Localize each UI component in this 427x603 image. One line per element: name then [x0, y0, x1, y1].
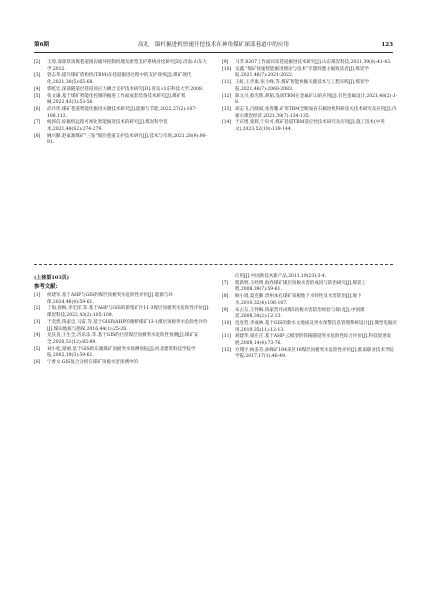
reference-number: [5] — [34, 346, 41, 352]
reference-entry — [34, 347, 210, 360]
reference-number: [3] — [34, 319, 41, 325]
reference-text: 程新明,王经明.海孜煤矿煤层顶板水害的成因与防治研究[J].煤炭工程,2008,39(7):59-61. — [235, 280, 367, 293]
reference-number: [6] — [34, 360, 41, 366]
reference-entry — [34, 320, 210, 333]
reference-text: 武丹伟.煤矿巷道智能化掘进关键技术研究[J].能源与节能,2022,27(2):107-108,112. — [47, 106, 197, 119]
reference-text: 吴鑫."煤矿快速智能掘进理论与技术"专题特邀主编致读者[J].煤炭学报,2021,46(7):2021-2022. — [235, 66, 369, 79]
reference-entry — [222, 321, 398, 334]
reference-entry — [222, 334, 398, 347]
reference-number: [2] — [34, 306, 41, 312]
bottom-left-list — [34, 293, 210, 367]
reference-number: [5] — [34, 93, 41, 99]
continued-label: (上接第103页) — [34, 275, 70, 281]
reference-text: 陈文兴,蔡光辉,胡韬.浅谈TBM在金属矿山的应用[J].有色金属设计,2021,48(2):1-8. — [235, 93, 398, 106]
reference-entry — [34, 107, 210, 120]
reference-entry — [222, 348, 398, 361]
reference-entry — [222, 60, 398, 67]
references-top-left — [34, 60, 210, 147]
reference-number: [12] — [222, 347, 232, 353]
reference-text: 刘小松,梁丽.基于GIS的东滩煤矿顶板突水预测预报[J].河北建筑科技学院学报,2002,19(3):59-61. — [47, 346, 196, 359]
page-header — [34, 40, 393, 50]
reference-text: 杨郭信.综掘机远程可视化智能掘进技术的研究[J].煤炭科学技术,2021,49(S2):274-279. — [47, 120, 168, 133]
reference-text: 龙良良,王生全,肖乐乐,等.基于GIS的巨厚煤层顶板突水危险性预测[J].煤矿安全,2020,51(12):85-89. — [47, 333, 199, 345]
reference-number: [9] — [222, 60, 229, 65]
reference-number: [10] — [222, 320, 232, 326]
reference-text: 侯建军.基于AHP与GIS的煤层顶板突水危险性评价[J].能源与环保,2024,46(4):59-61. — [47, 293, 173, 305]
reference-text: 姚兴勤.赵家寨煤矿"三钻"煤层巷道支护技术研究[J].技术与市场,2021,28(9):90-91. — [47, 133, 207, 146]
running-title: 高礼 锚杆掘进机快速开挖技术在神角煤矿深部巷道中的应用 — [137, 42, 290, 48]
reference-number: [11] — [222, 80, 232, 86]
reference-entry — [222, 67, 398, 80]
references-heading: 参考文献: — [34, 284, 58, 290]
reference-entry — [222, 94, 398, 107]
page-number: 123 — [381, 42, 393, 48]
reference-entry — [34, 333, 210, 346]
reference-entry — [34, 306, 210, 319]
reference-number: [14] — [222, 120, 232, 126]
reference-text: 丁海,曾枫,李宏洋,等.基于AHP与GIS的新集矿区11-3煤层顶板突水危险性评价[J].煤炭科技,2022,43(2):105-109. — [47, 306, 210, 319]
reference-text: 王琦.深部厚顶煤巷道围岩破坏控制机理及新型支护系统对比研究[D].济南:山东大学,2012. — [47, 60, 207, 72]
reference-text: 曾志华.提升煤矿盾构机(TBM)在巷道掘进过程中的支护效率[J].煤矿现代化,2021,30(5):65-68. — [47, 73, 192, 86]
issue-number: 第6期 — [34, 42, 50, 48]
reference-number: [8] — [34, 133, 41, 139]
references-top-right — [222, 60, 398, 134]
reference-text: 应用[J].中国新技术新产品,2011,19(23):3-4. — [235, 274, 327, 279]
reference-text: 郭屹宏.深部隧道层巷道顶应力耦合支护技术研究[D].青岛:山东科技大学,2008. — [47, 86, 204, 92]
reference-text: 于奕然,钱家忠,马雷,等.基于GIS和AHP的谢桥煤矿13-1煤层顶板突水危险性评价[J].煤田地质与勘探,2016,44(1):25-28. — [47, 319, 208, 332]
reference-text: 张文谦.基于煤矿智能化控制的掘进工作面成套装备技术研究[J].煤矿机械,2022,43(3):53-56. — [47, 93, 186, 106]
reference-entry — [34, 293, 210, 306]
header-rule — [34, 52, 393, 53]
reference-text: 方翔宇,杨多芬,孙峰矿104采区10煤层顶板突水危险性评价[J].淮南职业技术学院学报,2017,17(1):46-49. — [235, 347, 394, 360]
reference-text: 包连营,李成林.基于GIS的新水文地质及突水预警信息管理系统设计[J].微型电脑应用,2019,35(11):12-13. — [235, 320, 398, 333]
reference-number: [4] — [34, 333, 41, 339]
reference-entry — [222, 120, 398, 133]
reference-text: 王虹,王步康,张小峰,等.煤矿智能快掘关键技术与工程实践[J].煤炭学报,2021,46(7):2068-2083. — [235, 80, 369, 92]
reference-text: 胡志飞,吕晓斌,张胥鹏.矿用TBM全断面岩石掘进机科研攻关技术研究及应用[J].内蒙古煤炭经济,2021,39(7):134-135. — [235, 106, 397, 119]
reference-entry — [222, 294, 398, 307]
reference-entry — [34, 134, 210, 147]
references-bottom-left — [34, 274, 210, 367]
references-bottom-right — [222, 274, 398, 361]
reference-number: [9] — [222, 307, 229, 313]
section-divider — [34, 264, 393, 265]
reference-entry — [34, 73, 210, 86]
reference-text: 马芳.8207工作面回采巷道掘进技术研究[J].山东煤炭科技,2021,39(8):41-43. — [235, 60, 392, 65]
reference-entry — [34, 360, 210, 367]
reference-text: 宁香文.GIS复合分析在煤矿顶板水害预测中的 — [47, 360, 138, 366]
reference-text: 胡建华,梁庄庄.基于AHP-云模型的铁路隧道突水危险性综合评价[J].科技促进发展,2008,14(4):73-76. — [235, 334, 392, 347]
reference-entry — [34, 94, 210, 107]
reference-text: 顾小琨,夏克勤.贵州本孔煤矿顶板地下水特性及水害防治[J].地下水,2010,32(4):106-107. — [235, 294, 362, 306]
reference-number: [1] — [34, 293, 41, 298]
reference-number: [7] — [34, 120, 41, 126]
reference-number: [7] — [222, 280, 229, 286]
reference-entry — [222, 308, 398, 321]
reference-entry — [34, 87, 210, 94]
reference-number: [11] — [222, 334, 232, 340]
reference-number: [13] — [222, 106, 232, 112]
reference-entry — [222, 274, 398, 281]
reference-entry — [34, 120, 210, 133]
reference-number: [10] — [222, 66, 232, 72]
reference-text: 朱占友,王怀枫.钱家营井田煤5顶板水害防治经验与探讨[J].中国煤炭,2008,34(2):12-13. — [235, 307, 365, 320]
reference-number: [2] — [34, 60, 41, 65]
reference-number: [12] — [222, 93, 232, 99]
reference-text: 于庆增,张辉,宁向可.煤矿巷道TBM适应性技术研究及应用[J].施工技术(中英文),2023,52(19):139-144. — [235, 120, 385, 133]
reference-entry — [34, 60, 210, 73]
reference-number: [6] — [34, 106, 41, 112]
reference-number: [3] — [34, 73, 41, 79]
reference-entry — [222, 107, 398, 120]
reference-entry — [222, 80, 398, 93]
reference-number: [8] — [222, 294, 229, 300]
reference-entry — [222, 281, 398, 294]
reference-number: [4] — [34, 86, 41, 92]
